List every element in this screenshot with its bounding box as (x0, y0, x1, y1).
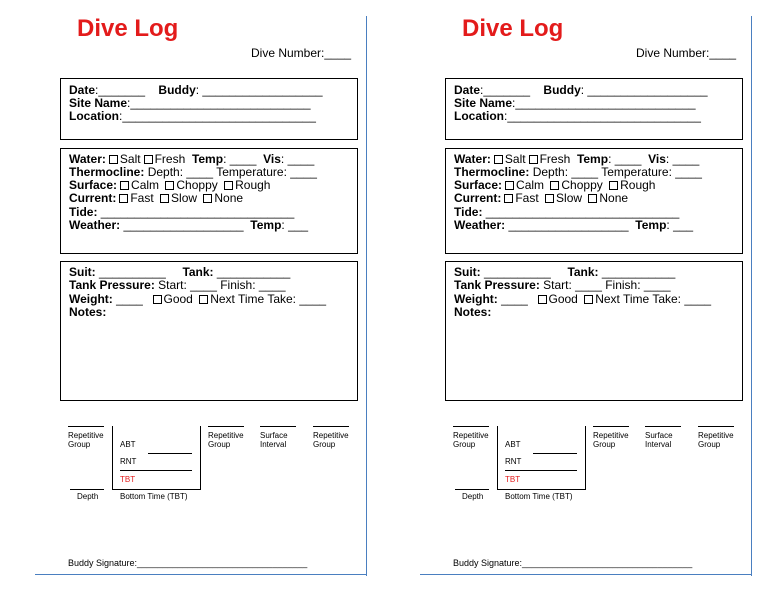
weather-temp-field[interactable]: : ___ (666, 218, 694, 232)
weight-field[interactable]: ____ (116, 292, 143, 306)
fresh-checkbox[interactable] (529, 155, 538, 164)
site-name-label: Site Name (69, 96, 128, 110)
rep-group2-line[interactable] (593, 426, 629, 427)
bottom-time-label: Bottom Time (TBT) (120, 492, 188, 501)
equipment-section (60, 261, 358, 401)
none-label: None (214, 191, 244, 205)
rnt-line[interactable] (505, 470, 577, 471)
location-row (69, 109, 316, 123)
choppy-checkbox[interactable] (165, 181, 174, 190)
weather-label: Weather: (69, 218, 121, 232)
date-field[interactable]: :_______ (95, 83, 146, 97)
tank-pressure-label: Tank Pressure: (454, 278, 540, 292)
abt-label: ABT (505, 440, 521, 449)
site-name-row (454, 96, 696, 110)
fresh-checkbox[interactable] (144, 155, 153, 164)
surface-label: Surface: (69, 178, 118, 192)
rep-group-label: Repetitive Group (453, 431, 489, 449)
surface-label: Surface: (454, 178, 503, 192)
none-label: None (599, 191, 629, 205)
suit-field[interactable]: __________ (99, 265, 166, 279)
suit-tank-row (69, 265, 290, 279)
choppy-label: Choppy (176, 178, 218, 192)
tide-field[interactable]: _____________________________ (485, 205, 680, 219)
tank-label: Tank: (182, 265, 214, 279)
site-name-field[interactable]: :___________________________ (512, 96, 696, 110)
page-border-bottom (35, 574, 367, 575)
dive-number-field[interactable]: Dive Number:____ (636, 46, 737, 60)
rep-group-line[interactable] (453, 426, 489, 427)
date-label: Date (69, 83, 96, 97)
rnt-label: RNT (505, 457, 522, 466)
choppy-checkbox[interactable] (550, 181, 559, 190)
notes-row[interactable] (454, 305, 491, 319)
surface-row (69, 178, 270, 192)
tide-label: Tide: (69, 205, 98, 219)
notes-label: Notes: (69, 305, 107, 319)
notes-label: Notes: (454, 305, 492, 319)
choppy-label: Choppy (561, 178, 603, 192)
date-buddy-row (454, 83, 708, 97)
salt-label: Salt (504, 152, 526, 166)
thermocline-fields[interactable]: Depth: ____ Temperature: ____ (147, 165, 317, 179)
none-checkbox[interactable] (588, 194, 597, 203)
suit-label: Suit: (69, 265, 96, 279)
thermocline-row (454, 165, 702, 179)
fast-checkbox[interactable] (119, 194, 128, 203)
temp-field[interactable]: : ____ (608, 152, 642, 166)
location-field[interactable]: :_____________________________ (504, 109, 701, 123)
rep-group-line[interactable] (68, 426, 104, 427)
weight-row (454, 292, 711, 306)
slow-checkbox[interactable] (545, 194, 554, 203)
vis-label: Vis (648, 152, 666, 166)
location-field[interactable]: :_____________________________ (119, 109, 316, 123)
calm-checkbox[interactable] (505, 181, 514, 190)
current-label: Current: (454, 191, 502, 205)
weather-field[interactable]: __________________ (508, 218, 629, 232)
buddy-label: Buddy (158, 83, 196, 97)
dive-info-section (445, 78, 743, 140)
weather-row (69, 218, 308, 232)
rep-group2-label: Repetitive Group (593, 431, 629, 449)
location-row (454, 109, 701, 123)
location-label: Location (454, 109, 504, 123)
weight-label: Weight: (69, 292, 113, 306)
weather-temp-label: Temp (635, 218, 667, 232)
rnt-line[interactable] (120, 470, 192, 471)
current-row (454, 191, 628, 205)
weather-temp-field[interactable]: : ___ (281, 218, 309, 232)
water-row (69, 152, 314, 166)
tide-row (69, 205, 294, 219)
tide-label: Tide: (454, 205, 483, 219)
site-name-field[interactable]: :___________________________ (127, 96, 311, 110)
page-border-right (751, 16, 752, 576)
suit-tank-row (454, 265, 675, 279)
thermocline-fields[interactable]: Depth: ____ Temperature: ____ (532, 165, 702, 179)
site-name-label: Site Name (454, 96, 513, 110)
log-title: Dive Log (462, 15, 564, 42)
weather-label: Weather: (454, 218, 506, 232)
surface-interval-label: Surface Interval (645, 431, 673, 449)
salt-checkbox[interactable] (109, 155, 118, 164)
rough-checkbox[interactable] (224, 181, 233, 190)
good-checkbox[interactable] (153, 295, 162, 304)
dive-info-section (60, 78, 358, 140)
current-row (69, 191, 243, 205)
slow-label: Slow (556, 191, 583, 205)
suit-label: Suit: (454, 265, 481, 279)
rough-label: Rough (235, 178, 271, 192)
conditions-section (60, 148, 358, 254)
suit-field[interactable]: __________ (484, 265, 551, 279)
buddy-signature-field[interactable]: Buddy Signature:__________________________________ (68, 558, 308, 568)
temp-field[interactable]: : ____ (223, 152, 257, 166)
abt-line[interactable] (148, 453, 192, 454)
bottom-time-label: Bottom Time (TBT) (505, 492, 573, 501)
dive-log-page (385, 0, 768, 593)
page-border-right (366, 16, 367, 576)
tank-pressure-fields[interactable]: Start: ____ Finish: ____ (158, 278, 286, 292)
calm-checkbox[interactable] (120, 181, 129, 190)
buddy-label: Buddy (543, 83, 581, 97)
surface-interval-line[interactable] (645, 426, 681, 427)
vis-label: Vis (263, 152, 281, 166)
conditions-section (445, 148, 743, 254)
tide-row (454, 205, 679, 219)
weather-field[interactable]: __________________ (123, 218, 244, 232)
buddy-field[interactable]: : __________________ (195, 83, 323, 97)
thermocline-label: Thermocline: (69, 165, 145, 179)
rep-group3-label: Repetitive Group (698, 431, 734, 449)
rep-group3-label: Repetitive Group (313, 431, 349, 449)
good-label: Good (548, 292, 578, 306)
tbt-label: TBT (505, 475, 521, 484)
equipment-section (445, 261, 743, 401)
calm-label: Calm (131, 178, 160, 192)
salt-label: Salt (119, 152, 141, 166)
rep-group3-line[interactable] (698, 426, 734, 427)
depth-label: Depth (462, 492, 484, 501)
thermocline-row (69, 165, 317, 179)
temp-label: Temp (576, 152, 609, 166)
buddy-signature-field[interactable]: Buddy Signature:__________________________________ (453, 558, 693, 568)
surface-row (454, 178, 655, 192)
water-row (454, 152, 699, 166)
date-buddy-row (69, 83, 323, 97)
location-label: Location (69, 109, 119, 123)
depth-line[interactable] (455, 489, 489, 490)
dive-number-field[interactable]: Dive Number:____ (251, 46, 352, 60)
weather-row (454, 218, 693, 232)
temp-label: Temp (191, 152, 224, 166)
rough-checkbox[interactable] (609, 181, 618, 190)
water-label: Water: (69, 152, 106, 166)
depth-label: Depth (77, 492, 99, 501)
surface-interval-line[interactable] (260, 426, 296, 427)
fast-label: Fast (130, 191, 154, 205)
site-name-row (69, 96, 311, 110)
rep-group2-line[interactable] (208, 426, 244, 427)
weight-row (69, 292, 326, 306)
rough-label: Rough (620, 178, 656, 192)
log-title: Dive Log (77, 15, 179, 42)
thermocline-label: Thermocline: (454, 165, 530, 179)
tank-pressure-label: Tank Pressure: (69, 278, 155, 292)
buddy-field[interactable]: : __________________ (580, 83, 708, 97)
good-checkbox[interactable] (538, 295, 547, 304)
tank-label: Tank: (567, 265, 599, 279)
rep-group3-line[interactable] (313, 426, 349, 427)
tank-field[interactable]: ___________ (216, 265, 291, 279)
salt-checkbox[interactable] (494, 155, 503, 164)
rep-group2-label: Repetitive Group (208, 431, 244, 449)
abt-line[interactable] (533, 453, 577, 454)
next-time-field[interactable]: Next Time Take: ____ (595, 292, 712, 306)
rep-group-label: Repetitive Group (68, 431, 104, 449)
fresh-label: Fresh (539, 152, 571, 166)
next-time-checkbox[interactable] (199, 295, 208, 304)
calm-label: Calm (516, 178, 545, 192)
vis-field[interactable]: : ____ (280, 152, 315, 166)
date-label: Date (454, 83, 481, 97)
page-border-bottom (420, 574, 752, 575)
tank-pressure-fields[interactable]: Start: ____ Finish: ____ (543, 278, 671, 292)
weather-temp-label: Temp (250, 218, 282, 232)
weight-label: Weight: (454, 292, 498, 306)
weight-field[interactable]: ____ (501, 292, 528, 306)
notes-row[interactable] (69, 305, 106, 319)
surface-interval-label: Surface Interval (260, 431, 288, 449)
slow-label: Slow (171, 191, 198, 205)
current-label: Current: (69, 191, 117, 205)
tide-field[interactable]: _____________________________ (100, 205, 295, 219)
next-time-checkbox[interactable] (584, 295, 593, 304)
none-checkbox[interactable] (203, 194, 212, 203)
fast-label: Fast (515, 191, 539, 205)
next-time-field[interactable]: Next Time Take: ____ (210, 292, 327, 306)
tank-pressure-row (69, 278, 286, 292)
fresh-label: Fresh (154, 152, 186, 166)
abt-label: ABT (120, 440, 136, 449)
good-label: Good (163, 292, 193, 306)
tank-field[interactable]: ___________ (601, 265, 676, 279)
water-label: Water: (454, 152, 491, 166)
tank-pressure-row (454, 278, 671, 292)
fast-checkbox[interactable] (504, 194, 513, 203)
depth-line[interactable] (70, 489, 104, 490)
date-field[interactable]: :_______ (480, 83, 531, 97)
tbt-label: TBT (120, 475, 136, 484)
slow-checkbox[interactable] (160, 194, 169, 203)
vis-field[interactable]: : ____ (665, 152, 700, 166)
rnt-label: RNT (120, 457, 137, 466)
